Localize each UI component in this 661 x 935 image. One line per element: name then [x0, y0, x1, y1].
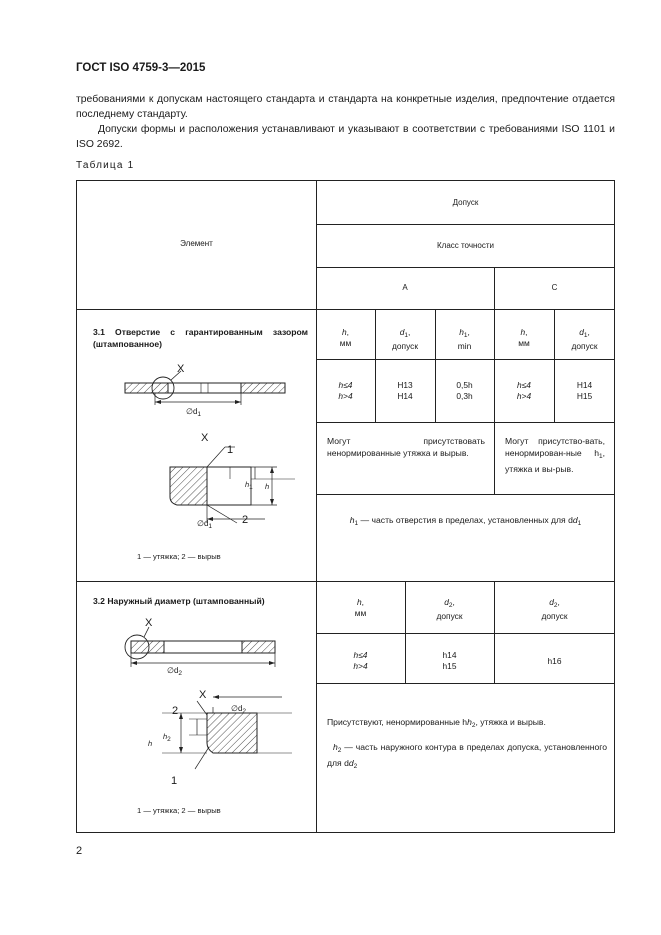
row-divider	[316, 683, 615, 684]
row2-outer-diameter-figure	[117, 613, 307, 803]
col-divider	[375, 309, 376, 422]
col-divider-element	[316, 181, 317, 833]
row-divider	[316, 422, 615, 423]
row1-note-class-a: Могут присутствовать ненормированные утяжка и вырыв.	[327, 436, 485, 458]
col-divider	[435, 309, 436, 422]
header-class-a: A	[402, 283, 408, 292]
row2-value-h: h≤4 h>4	[353, 650, 368, 671]
row1-detail-d1-label: $\emptyset d_1$	[197, 519, 213, 530]
row1-figure-legend: 1 — утяжка; 2 — вырыв	[137, 552, 221, 561]
header-class-c: C	[551, 283, 558, 292]
row1-title: 3.1 Отверстие с гарантированным зазором (штампованное)	[93, 327, 308, 349]
row1-callout-2: 2	[242, 514, 249, 526]
row2-note: Присутствуют, ненормированные $hh_2$, утяжка и вырыв.	[327, 717, 546, 729]
row1-colhead-h1: $h_1$, min	[457, 327, 472, 351]
row1-value-d1-c: H14 H15	[576, 380, 593, 401]
row2-figure-legend: 1 — утяжка; 2 — вырыв	[137, 806, 221, 815]
row1-value-h1: 0,5h 0,3h	[456, 380, 473, 401]
row2-fig-d2-label: $\emptyset d_2$	[167, 666, 183, 677]
row-divider	[77, 309, 615, 310]
row1-fig-h1-label: $h_1$	[245, 480, 253, 491]
header-accuracy-class: Класс точности	[436, 241, 494, 250]
row2-callout-2: 2	[172, 705, 179, 717]
row2-footnote: $h_2$ — часть наружного контура в пределах допуска, установленного для $dd_2$	[327, 742, 607, 770]
row2-callout-1: 1	[171, 775, 178, 787]
row2-detail-d2-label: $\emptyset d_2$	[231, 704, 247, 715]
row2-fig-h-label: h	[148, 739, 153, 748]
row2-colhead-d2-c: $d_2$, допуск	[541, 597, 568, 621]
row-divider	[316, 267, 615, 268]
row1-colhead-d1: $d_1$, допуск	[391, 327, 419, 351]
table-caption: Таблица 1	[76, 160, 135, 171]
header-element: Элемент	[180, 239, 213, 248]
paragraph-continuation: требованиями к допускам настоящего стандарта и стандарта на конкретные изделия, предпочтение отдается последнему стандарту.	[76, 94, 615, 120]
row2-fig-h2-label: $h_2$	[163, 732, 171, 743]
paragraph-tolerances: Допуски формы и расположения устанавливают и указывают в соответствии с требованиями ISO 1101 и ISO 2692.	[76, 124, 615, 150]
row1-note-class-c: Могут присутство-вать, ненормирован-ные $h_1$, утяжка и вы-рыв.	[505, 436, 605, 474]
row1-fig-x-label: X	[177, 363, 185, 375]
row1-colhead-d1-c: $d_1$, допуск	[571, 327, 598, 351]
tolerance-table	[76, 180, 615, 833]
row2-colhead-d2: $d_2$, допуск	[436, 597, 463, 621]
row-divider	[77, 581, 615, 582]
row2-value-d2-c: h16	[547, 656, 562, 666]
row-divider	[316, 359, 615, 360]
row1-callout-1: 1	[227, 444, 234, 456]
document-header: ГОСТ ISO 4759-3—2015	[76, 62, 206, 74]
row1-fig-d1-label: $\emptyset d_1$	[186, 407, 202, 418]
page-number: 2	[76, 845, 83, 857]
row1-footnote: $h_1$ — часть отверстия в пределах, установленных для $dd_1$	[349, 515, 582, 527]
row-divider	[316, 224, 615, 225]
row1-value-h: h≤4 h>4	[338, 380, 353, 401]
row-divider	[316, 633, 615, 634]
row2-detail-x-label: X	[199, 689, 207, 701]
row1-fig-h-label: h	[265, 482, 270, 491]
row1-colhead-h: h, мм	[339, 327, 352, 348]
row1-detail-x-label: X	[201, 432, 209, 444]
row2-title: 3.2 Наружный диаметр (штампованный)	[93, 596, 265, 606]
row2-value-d2: h14 h15	[442, 650, 457, 671]
header-tolerance: Допуск	[452, 198, 479, 207]
row1-value-d1: H13 H14	[397, 380, 413, 401]
row1-colhead-h-c: h, мм	[518, 327, 530, 348]
row-divider	[316, 494, 615, 495]
col-divider	[554, 309, 555, 422]
row2-colhead-h: h, мм	[354, 597, 367, 618]
row1-value-h-c: h≤4 h>4	[516, 380, 532, 401]
row2-fig-x-label: X	[145, 617, 153, 629]
